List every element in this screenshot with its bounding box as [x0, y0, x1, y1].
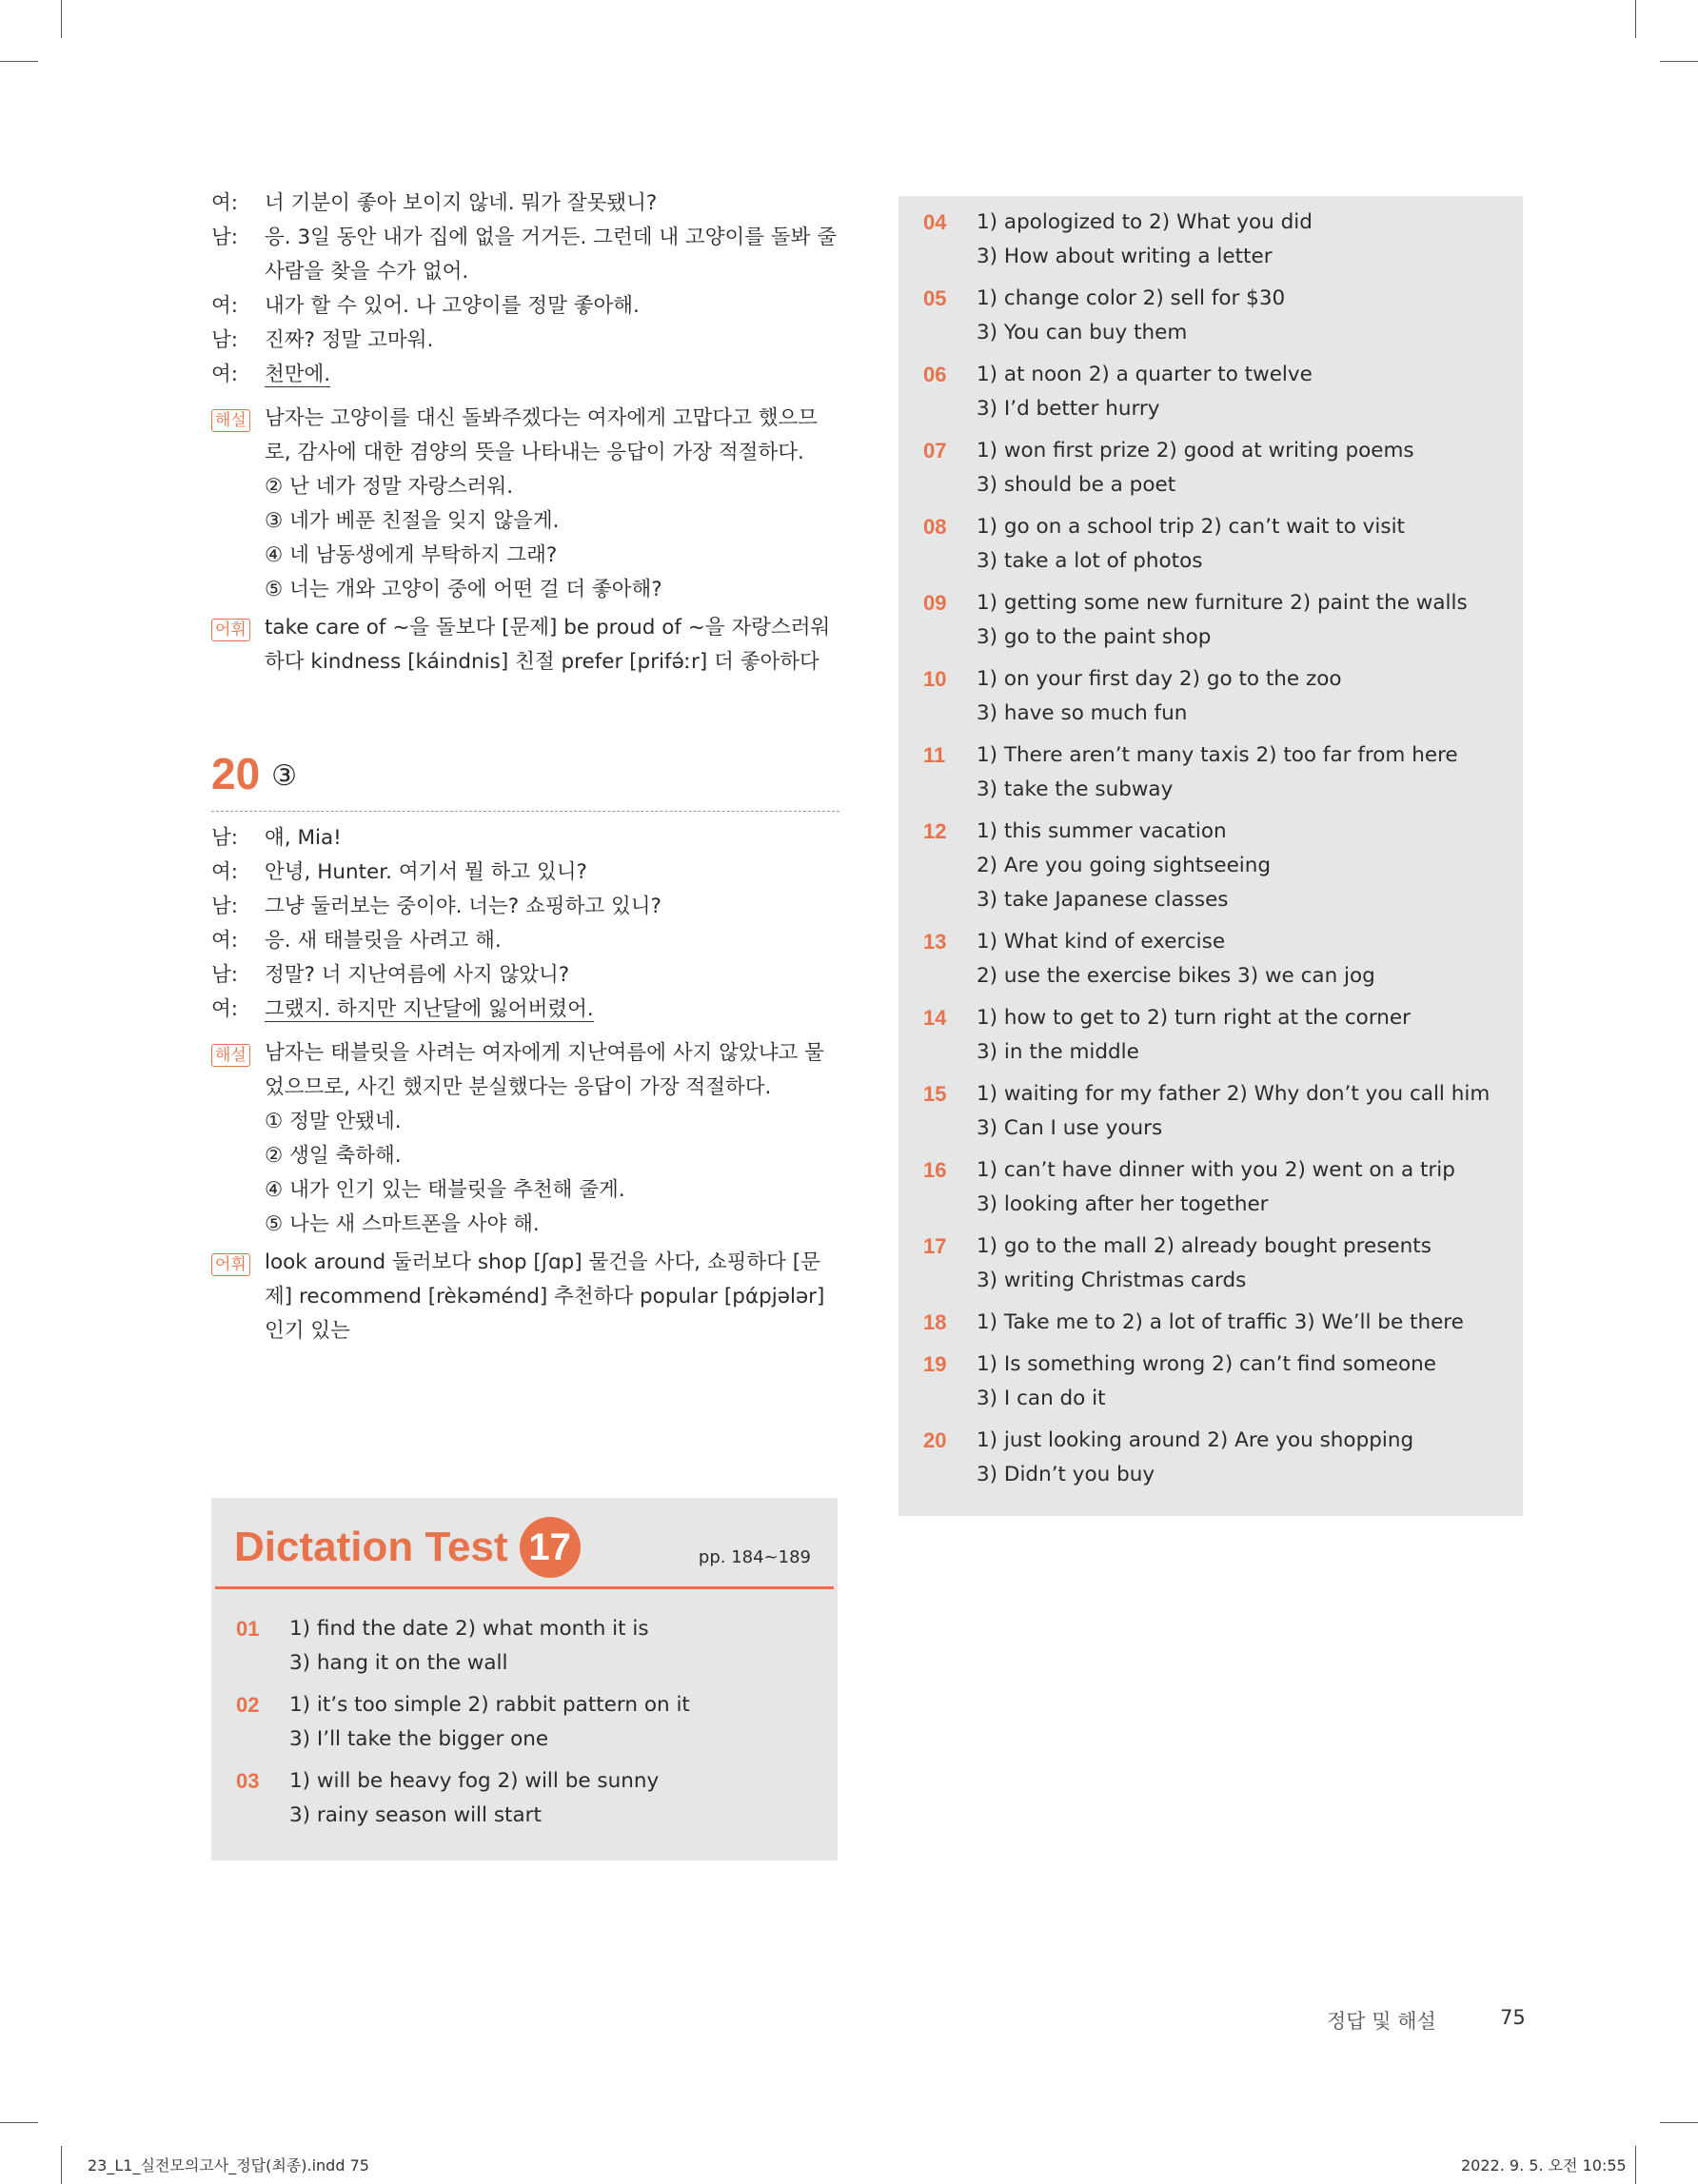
- dialog-line: [211, 856, 839, 890]
- dictation-title: Dictation Test: [234, 1524, 508, 1570]
- utterance: 응. 3일 동안 내가 집에 없을 거거든. 그런데 내 고양이를 돌봐 줄 사람을 찾을 수가 없어.: [265, 226, 837, 284]
- speaker-label: 남:: [211, 226, 239, 249]
- crop-mark: [61, 0, 62, 38]
- answer-number: 05: [923, 286, 947, 310]
- speaker-label: 여:: [211, 929, 239, 953]
- utterance: 그냥 둘러보는 중이야. 너는? 쇼핑하고 있니?: [265, 895, 661, 918]
- choice: ③ 네가 베푼 친절을 잊지 않을게.: [265, 509, 560, 533]
- answer-number: 07: [923, 439, 947, 462]
- explanation-text: 남자는 고양이를 대신 돌봐주겠다는 여자에게 고맙다고 했으므로, 감사에 대한 겸양의 뜻을 나타내는 응답이 가장 적절하다.: [265, 406, 819, 464]
- answer-line: 3) have so much fun: [977, 701, 1188, 725]
- answer-number: 18: [923, 1310, 947, 1334]
- answer-line: 3) should be a poet: [977, 473, 1176, 497]
- answer-line: 1) Take me to 2) a lot of traffic 3) We’ll be there: [977, 1310, 1464, 1334]
- answer-item: [923, 1230, 1513, 1298]
- answer-number: 12: [923, 819, 947, 843]
- utterance: 너 기분이 좋아 보이지 않네. 뭐가 잘못됐니?: [265, 191, 658, 215]
- choice: ⑤ 너는 개와 고양이 중에 어떤 걸 더 좋아해?: [265, 578, 662, 601]
- explanation-text: 남자는 태블릿을 사려는 여자에게 지난여름에 사지 않았냐고 물었으므로, 사긴 했지만 분실했다는 응답이 가장 적절하다.: [265, 1041, 824, 1099]
- dictation-rule: [215, 1586, 834, 1589]
- dialog-line: [211, 324, 839, 358]
- dictation-test-box: [211, 1498, 838, 1860]
- answer-line: 3) You can buy them: [977, 321, 1188, 344]
- choice: ① 정말 안됐네.: [265, 1110, 402, 1133]
- answer-line: 2) use the exercise bikes 3) we can jog: [977, 964, 1375, 988]
- answer-number: 02: [236, 1693, 260, 1717]
- answer-list: [923, 206, 1513, 1500]
- crop-mark: [61, 2146, 62, 2184]
- crop-mark: [0, 61, 38, 62]
- dialog-line: [211, 187, 839, 221]
- q20-vocabulary: [211, 1246, 839, 1348]
- speaker-label: 남:: [211, 328, 239, 352]
- answer-line: 1) it’s too simple 2) rabbit pattern on it: [289, 1693, 690, 1717]
- crop-mark: [0, 2122, 38, 2123]
- vocab-text: look around 둘러보다 shop [ʃɑp] 물건을 사다, 쇼핑하다 [문제] recommend [rèkəménd] 추천하다 popular [pάpjələr] 인기 있는: [265, 1250, 825, 1343]
- answer-item: [923, 1348, 1513, 1416]
- answer-line: 1) go on a school trip 2) can’t wait to visit: [977, 515, 1405, 539]
- question-number: 20: [211, 749, 261, 798]
- answer-number: 11: [923, 743, 946, 767]
- print-slug-date: 2022. 9. 5. 오전 10:55: [1461, 2156, 1627, 2174]
- answer-utterance: 천만에.: [265, 363, 331, 386]
- answer-line: 1) getting some new furniture 2) paint the walls: [977, 591, 1468, 615]
- answer-number: 10: [923, 667, 947, 691]
- dialog-line: [211, 924, 839, 958]
- answer-line: 1) Is something wrong 2) can’t find someone: [977, 1352, 1436, 1376]
- utterance: 얘, Mia!: [265, 826, 342, 850]
- question-answer: ③: [271, 759, 298, 793]
- answer-line: 3) I’d better hurry: [977, 397, 1160, 421]
- answer-item: [236, 1688, 826, 1757]
- answer-line: 1) find the date 2) what month it is: [289, 1617, 649, 1641]
- choice: ④ 내가 인기 있는 태블릿을 추천해 줄게.: [265, 1178, 625, 1202]
- speaker-label: 남:: [211, 826, 239, 850]
- answer-line: 1) What kind of exercise: [977, 930, 1226, 954]
- answer-line: 3) go to the paint shop: [977, 625, 1212, 649]
- answer-item: [923, 815, 1513, 917]
- dialog-line: [211, 993, 839, 1027]
- answer-line: 1) waiting for my father 2) Why don’t you call him: [977, 1082, 1491, 1106]
- dialog-line: [211, 358, 839, 392]
- answer-line: 1) this summer vacation: [977, 819, 1227, 843]
- answer-item: [923, 738, 1513, 807]
- dialog-line: [211, 821, 839, 856]
- answer-number: 13: [923, 930, 947, 954]
- answer-item: [236, 1764, 826, 1833]
- utterance: 안녕, Hunter. 여기서 뭘 하고 있니?: [265, 860, 587, 884]
- answer-number: 17: [923, 1234, 947, 1258]
- answer-number: 03: [236, 1769, 260, 1793]
- answer-line: 1) just looking around 2) Are you shopping: [977, 1428, 1414, 1452]
- q19-dialog: [211, 187, 839, 392]
- answer-line: 1) won first prize 2) good at writing poems: [977, 439, 1414, 462]
- answer-line: 3) in the middle: [977, 1040, 1139, 1064]
- utterance: 응. 새 태블릿을 사려고 해.: [265, 929, 502, 953]
- q20-dialog: [211, 821, 839, 1027]
- left-column: [211, 187, 839, 1348]
- answer-number: 01: [236, 1617, 260, 1641]
- answer-number: 08: [923, 515, 947, 539]
- utterance: 내가 할 수 있어. 나 고양이를 정말 좋아해.: [265, 294, 640, 318]
- q20-header: [211, 746, 839, 797]
- answer-line: 3) I’ll take the bigger one: [289, 1727, 549, 1751]
- answer-item: [923, 206, 1513, 274]
- right-answer-panel: [898, 196, 1523, 1516]
- answer-line: 1) change color 2) sell for $30: [977, 286, 1286, 310]
- speaker-label: 여:: [211, 363, 239, 386]
- explanation-tag: 해설: [211, 409, 250, 432]
- answer-line: 3) Didn’t you buy: [977, 1463, 1155, 1486]
- q20-explanation: [211, 1036, 839, 1242]
- print-slug-file: 23_L1_실전모의고사_정답(최종).indd 75: [88, 2156, 369, 2174]
- answer-line: 1) go to the mall 2) already bought presents: [977, 1234, 1431, 1258]
- speaker-label: 여:: [211, 860, 239, 884]
- page-number: 75: [1500, 2006, 1526, 2029]
- answer-line: 1) on your first day 2) go to the zoo: [977, 667, 1342, 691]
- answer-line: 1) at noon 2) a quarter to twelve: [977, 363, 1313, 386]
- answer-line: 3) take a lot of photos: [977, 549, 1203, 573]
- choice: ⑤ 나는 새 스마트폰을 사야 해.: [265, 1212, 540, 1236]
- dashed-divider: [211, 811, 839, 812]
- answer-line: 3) hang it on the wall: [289, 1651, 508, 1675]
- answer-line: 3) I can do it: [977, 1387, 1106, 1410]
- answer-number: 09: [923, 591, 947, 615]
- answer-number: 15: [923, 1082, 947, 1106]
- answer-item: [923, 1153, 1513, 1222]
- choice: ② 난 네가 정말 자랑스러워.: [265, 475, 514, 499]
- answer-item: [923, 1077, 1513, 1146]
- dictation-pages: pp. 184~189: [698, 1547, 811, 1567]
- answer-line: 3) rainy season will start: [289, 1803, 542, 1827]
- speaker-label: 남:: [211, 895, 239, 918]
- answer-line: 3) take Japanese classes: [977, 888, 1229, 912]
- answer-item: [236, 1612, 826, 1681]
- choice: ② 생일 축하해.: [265, 1144, 402, 1168]
- speaker-label: 여:: [211, 997, 239, 1021]
- answer-line: 3) take the subway: [977, 777, 1174, 801]
- answer-item: [923, 510, 1513, 579]
- answer-line: 1) apologized to 2) What you did: [977, 210, 1313, 234]
- crop-mark: [1660, 2122, 1698, 2123]
- answer-line: 1) can’t have dinner with you 2) went on a trip: [977, 1158, 1455, 1182]
- answer-number: 19: [923, 1352, 947, 1376]
- answer-line: 3) looking after her together: [977, 1192, 1269, 1216]
- crop-mark: [1660, 61, 1698, 62]
- q19-explanation: [211, 402, 839, 607]
- dictation-items: [236, 1612, 826, 1840]
- answer-line: 2) Are you going sightseeing: [977, 854, 1272, 877]
- answer-item: [923, 925, 1513, 994]
- crop-mark: [1635, 2146, 1636, 2184]
- utterance: 정말? 너 지난여름에 사지 않았니?: [265, 963, 570, 987]
- speaker-label: 남:: [211, 963, 239, 987]
- footer-section-label: 정답 및 해설: [1327, 2010, 1436, 2033]
- answer-item: [923, 434, 1513, 502]
- answer-number: 16: [923, 1158, 947, 1182]
- answer-line: 3) How about writing a letter: [977, 245, 1273, 268]
- answer-item: [923, 282, 1513, 350]
- answer-line: 1) will be heavy fog 2) will be sunny: [289, 1769, 660, 1793]
- answer-item: [923, 1306, 1513, 1340]
- answer-item: [923, 358, 1513, 426]
- answer-item: [923, 1001, 1513, 1070]
- dictation-number-badge: 17: [520, 1517, 581, 1578]
- dialog-line: [211, 890, 839, 924]
- choice: ④ 네 남동생에게 부탁하지 그래?: [265, 543, 558, 567]
- answer-line: 1) There aren’t many taxis 2) too far from here: [977, 743, 1458, 767]
- answer-number: 04: [923, 210, 947, 234]
- answer-line: 1) how to get to 2) turn right at the corner: [977, 1006, 1411, 1030]
- answer-number: 14: [923, 1006, 947, 1030]
- dictation-header: [234, 1517, 581, 1578]
- speaker-label: 여:: [211, 294, 239, 318]
- vocab-text: take care of ~을 돌보다 [문제] be proud of ~을 자랑스러워하다 kindness [káindnis] 친절 prefer [prifə́ːr] 더 좋아하다: [265, 616, 831, 674]
- answer-item: [923, 1424, 1513, 1492]
- dialog-line: [211, 958, 839, 993]
- speaker-label: 여:: [211, 191, 239, 215]
- utterance: 진짜? 정말 고마워.: [265, 328, 434, 352]
- vocab-tag: 어휘: [211, 1253, 250, 1276]
- answer-number: 20: [923, 1428, 947, 1452]
- answer-line: 3) Can I use yours: [977, 1116, 1163, 1140]
- answer-utterance: 그랬지. 하지만 지난달에 잃어버렸어.: [265, 997, 594, 1021]
- vocab-tag: 어휘: [211, 619, 250, 641]
- dialog-line: [211, 221, 839, 289]
- answer-line: 3) writing Christmas cards: [977, 1269, 1247, 1292]
- q19-vocabulary: [211, 611, 839, 679]
- dialog-line: [211, 289, 839, 324]
- explanation-tag: 해설: [211, 1044, 250, 1067]
- answer-item: [923, 586, 1513, 655]
- crop-mark: [1635, 0, 1636, 38]
- answer-item: [923, 662, 1513, 731]
- answer-number: 06: [923, 363, 947, 386]
